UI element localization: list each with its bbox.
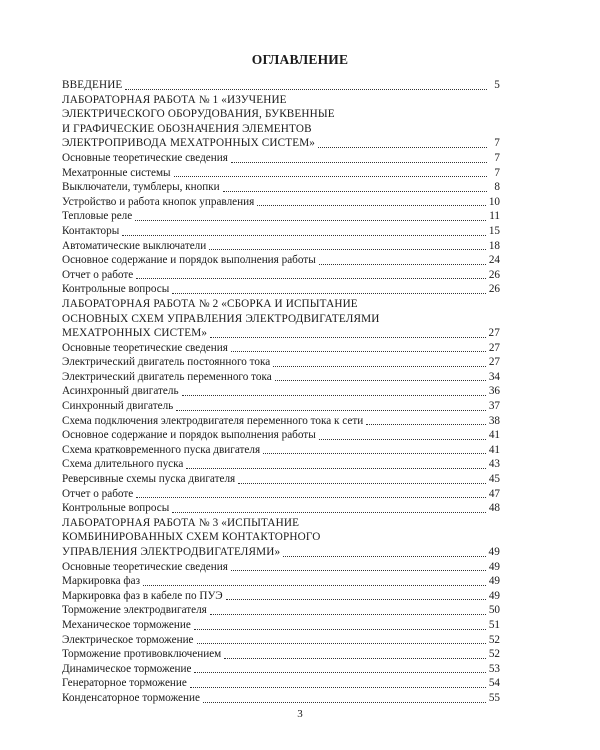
toc-entry-title: Торможение противовключением: [62, 648, 222, 661]
dot-leader: [210, 337, 485, 338]
page-title: ОГЛАВЛЕНИЕ: [251, 52, 349, 67]
toc-entry-title: Мехатронные системы: [62, 166, 171, 179]
toc-entry-page: 51: [488, 618, 500, 631]
toc-entry-title: Отчет о работе: [62, 487, 134, 500]
toc-entry[interactable]: [62, 589, 500, 604]
toc-entry-title: Тепловые реле: [62, 210, 133, 223]
toc-heading-line: ЭЛЕКТРИЧЕСКОГО ОБОРУДОВАНИЯ, БУКВЕННЫЕ: [62, 108, 335, 121]
dot-leader: [125, 89, 487, 90]
toc-entry-page: 47: [488, 487, 500, 500]
toc-entry-title: МЕХАТРОННЫХ СИСТЕМ»: [62, 327, 208, 340]
toc-entry-title: Динамическое торможение: [62, 662, 192, 675]
toc-entry-title: Схема длительного пуска: [62, 458, 184, 471]
dot-leader: [174, 176, 487, 177]
dot-leader: [136, 278, 486, 279]
toc-entry-title: Конденсаторное торможение: [62, 691, 200, 704]
toc-entry-page: 45: [488, 473, 500, 486]
toc-entry-title: Маркировка фаз: [62, 575, 141, 588]
toc-entry-title: Генераторное торможение: [62, 677, 187, 690]
toc-entry[interactable]: [62, 399, 500, 414]
toc-heading-line: ЛАБОРАТОРНАЯ РАБОТА № 1 «ИЗУЧЕНИЕ: [62, 93, 287, 106]
toc-heading-line: ОСНОВНЫХ СХЕМ УПРАВЛЕНИЯ ЭЛЕКТРОДВИГАТЕЛЯМИ: [62, 312, 380, 325]
toc-entry[interactable]: [62, 501, 500, 516]
toc-entry[interactable]: [62, 326, 500, 341]
toc-entry-page: 10: [488, 195, 500, 208]
dot-leader: [257, 205, 486, 206]
toc-entry-page: 54: [488, 677, 500, 690]
toc-entry[interactable]: [62, 428, 500, 443]
toc-entry[interactable]: [62, 560, 500, 575]
toc-entry[interactable]: [62, 239, 500, 254]
toc-entry-title: Реверсивные схемы пуска двигателя: [62, 473, 236, 486]
toc-heading-line: ЛАБОРАТОРНАЯ РАБОТА № 3 «ИСПЫТАНИЕ: [62, 516, 300, 529]
toc-entry-page: 52: [488, 633, 500, 646]
dot-leader: [319, 264, 486, 265]
toc-entry[interactable]: [62, 136, 500, 151]
toc-entry-page: 27: [488, 356, 500, 369]
dot-leader: [210, 614, 486, 615]
toc-entry-title: Маркировка фаз в кабеле по ПУЭ: [62, 589, 223, 602]
toc-entry-page: 8: [494, 181, 500, 194]
toc-entry-page: 52: [488, 648, 500, 661]
toc-entry[interactable]: [62, 78, 500, 93]
toc-entry-page: 7: [494, 166, 500, 179]
dot-leader: [231, 162, 487, 163]
toc-entry-title: Синхронный двигатель: [62, 400, 174, 413]
toc-entry[interactable]: [62, 676, 500, 691]
dot-leader: [231, 570, 486, 571]
toc-entry-page: 7: [494, 151, 500, 164]
dot-leader: [238, 483, 486, 484]
dot-leader: [176, 410, 486, 411]
toc-entry[interactable]: [62, 151, 500, 166]
toc-entry-title: Контрольные вопросы: [62, 283, 170, 296]
toc-entry-title: Основные теоретические сведения: [62, 151, 228, 164]
toc-entry[interactable]: [62, 180, 500, 195]
toc-entry-page: 49: [488, 575, 500, 588]
toc-entry-title: Электрическое торможение: [62, 633, 194, 646]
toc-entry-page: 49: [488, 546, 500, 558]
toc-entry-title: Отчет о работе: [62, 268, 134, 281]
toc-entry-page: 55: [488, 691, 500, 704]
toc-entry[interactable]: [62, 691, 500, 706]
page-number: 3: [297, 708, 303, 720]
dot-leader: [275, 380, 486, 381]
toc-entry-page: 24: [488, 254, 500, 267]
toc-entry-page: 50: [488, 604, 500, 617]
toc-entry[interactable]: [62, 414, 500, 429]
toc-entry-page: 7: [494, 137, 500, 150]
toc-entry-page: 37: [488, 400, 500, 413]
toc-entry-page: 26: [488, 283, 500, 296]
toc-entry[interactable]: [62, 633, 500, 648]
toc-entry[interactable]: [62, 224, 500, 239]
toc-entry[interactable]: [62, 282, 500, 297]
toc-entry[interactable]: [62, 384, 500, 399]
dot-leader: [263, 453, 486, 454]
toc-entry-page: 48: [488, 502, 500, 515]
toc-entry-title: Устройство и работа кнопок управления: [62, 195, 255, 208]
dot-leader: [273, 366, 486, 367]
toc-entry-page: 49: [488, 589, 500, 602]
toc-entry-title: Торможение электродвигателя: [62, 604, 207, 617]
toc-entry-title: Основное содержание и порядок выполнения работы: [62, 429, 316, 442]
dot-leader: [224, 658, 486, 659]
dot-leader: [197, 643, 486, 644]
dot-leader: [283, 556, 485, 557]
toc-heading-line: ЛАБОРАТОРНАЯ РАБОТА № 2 «СБОРКА И ИСПЫТАНИЕ: [62, 297, 358, 310]
dot-leader: [194, 629, 486, 630]
toc-entry[interactable]: [62, 487, 500, 502]
toc-entry[interactable]: [62, 574, 500, 589]
toc-entry[interactable]: [62, 209, 500, 224]
toc-entry[interactable]: [62, 370, 500, 385]
toc-entry-page: 49: [488, 560, 500, 573]
toc-entry-title: Основные теоретические сведения: [62, 341, 228, 354]
dot-leader: [122, 235, 486, 236]
toc-entry[interactable]: [62, 618, 500, 633]
toc-entry[interactable]: [62, 603, 500, 618]
dot-leader: [366, 424, 486, 425]
toc-entry[interactable]: [62, 443, 500, 458]
toc-entry[interactable]: [62, 253, 500, 268]
toc-entry-page: 38: [488, 414, 500, 427]
toc-entry[interactable]: [62, 662, 500, 677]
toc-entry-title: Основные теоретические сведения: [62, 560, 228, 573]
toc-entry-title: Основное содержание и порядок выполнения работы: [62, 254, 316, 267]
toc-heading-line: И ГРАФИЧЕСКИЕ ОБОЗНАЧЕНИЯ ЭЛЕМЕНТОВ: [62, 122, 312, 135]
dot-leader: [186, 468, 485, 469]
dot-leader: [136, 497, 486, 498]
toc-entry-title: Электрический двигатель постоянного тока: [62, 356, 271, 369]
dot-leader: [190, 687, 486, 688]
toc-entry[interactable]: [62, 457, 500, 472]
toc-entry-title: Электрический двигатель переменного тока: [62, 370, 272, 383]
toc-entry-page: 5: [494, 79, 500, 91]
toc-entry-page: 36: [488, 385, 500, 398]
dot-leader: [226, 599, 486, 600]
dot-leader: [203, 702, 486, 703]
toc-heading-line: КОМБИНИРОВАННЫХ СХЕМ КОНТАКТОРНОГО: [62, 531, 321, 544]
dot-leader: [135, 220, 486, 221]
dot-leader: [172, 512, 486, 513]
toc-entry-page: 53: [488, 662, 500, 675]
toc-entry-title: Схема подключения электродвигателя переменного тока к сети: [62, 414, 364, 427]
dot-leader: [209, 249, 486, 250]
toc-entry-page: 18: [488, 239, 500, 252]
toc-entry-title: Механическое торможение: [62, 618, 191, 631]
toc-entry[interactable]: [62, 195, 500, 210]
dot-leader: [318, 147, 487, 148]
toc-entry-title: Выключатели, тумблеры, кнопки: [62, 181, 220, 194]
toc-entry-title: Схема кратковременного пуска двигателя: [62, 443, 261, 456]
toc-entry-page: 41: [488, 429, 500, 442]
toc-entry[interactable]: [62, 166, 500, 181]
toc-entry-title: УПРАВЛЕНИЯ ЭЛЕКТРОДВИГАТЕЛЯМИ»: [62, 546, 281, 558]
toc-entry[interactable]: [62, 545, 500, 560]
toc-entry-page: 41: [488, 443, 500, 456]
toc-entry-page: 15: [488, 224, 500, 237]
dot-leader: [223, 191, 487, 192]
toc-entry-title: Асинхронный двигатель: [62, 385, 179, 398]
dot-leader: [231, 351, 486, 352]
toc-entry-title: ЭЛЕКТРОПРИВОДА МЕХАТРОННЫХ СИСТЕМ»: [62, 137, 316, 150]
dot-leader: [319, 439, 486, 440]
toc-entry-title: Автоматические выключатели: [62, 239, 207, 252]
toc-entry-page: 43: [488, 458, 500, 471]
table-of-contents: [62, 78, 500, 706]
dot-leader: [172, 293, 486, 294]
toc-entry[interactable]: [62, 355, 500, 370]
toc-entry-title: ВВЕДЕНИЕ: [62, 79, 123, 91]
toc-entry[interactable]: [62, 341, 500, 356]
toc-entry-page: 27: [488, 327, 500, 340]
toc-entry-title: Контакторы: [62, 224, 120, 237]
toc-entry-page: 34: [488, 370, 500, 383]
toc-entry[interactable]: [62, 268, 500, 283]
toc-entry-page: 11: [489, 210, 500, 223]
dot-leader: [143, 585, 486, 586]
toc-entry-page: 27: [488, 341, 500, 354]
toc-entry-title: Контрольные вопросы: [62, 502, 170, 515]
toc-entry-page: 26: [488, 268, 500, 281]
toc-entry[interactable]: [62, 647, 500, 662]
dot-leader: [194, 672, 485, 673]
toc-entry[interactable]: [62, 472, 500, 487]
dot-leader: [182, 395, 486, 396]
